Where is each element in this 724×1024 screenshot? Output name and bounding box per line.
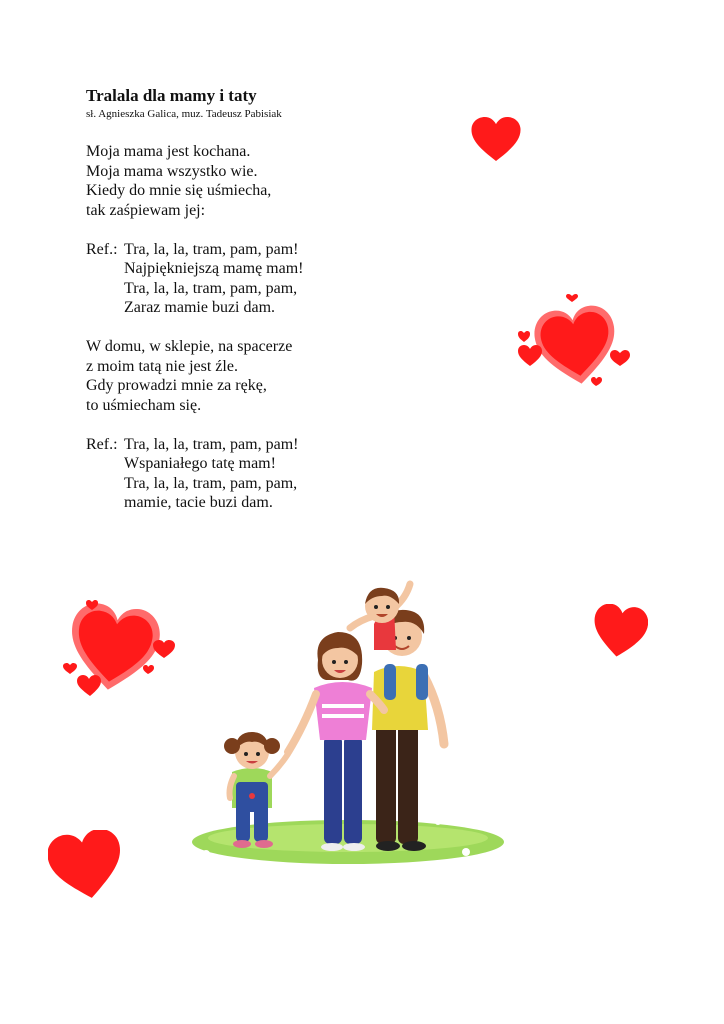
refrain-label: Ref.: — [86, 435, 118, 453]
verse-line: z moim tatą nie jest źle. — [86, 357, 238, 375]
song-credits: sł. Agnieszka Galica, muz. Tadeusz Pabisiak — [86, 108, 282, 120]
lyrics — [86, 142, 303, 513]
refrain-1 — [86, 240, 303, 318]
verse-line: Gdy prowadzi mnie za rękę, — [86, 377, 267, 394]
refrain-line: Wspaniałego tatę mam! — [124, 455, 276, 472]
heart-cluster-icon — [62, 596, 178, 700]
refrain-line: Zaraz mamie buzi dam. — [124, 299, 276, 316]
verse-line: Moja mama wszystko wie. — [86, 162, 258, 180]
refrain-line: mamie, tacie buzi dam. — [124, 494, 273, 511]
family-illustration — [188, 576, 508, 866]
verse-2 — [86, 337, 303, 415]
refrain-line: Tra, la, la, tram, pam, pam, — [124, 279, 298, 297]
refrain-line: Tra, la, la, tram, pam, pam, — [124, 474, 298, 492]
song-title: Tralala dla mamy i taty — [86, 86, 257, 105]
verse-line: Moja mama jest kochana. — [86, 143, 251, 160]
heart-icon — [48, 830, 124, 900]
verse-line: Kiedy do mnie się uśmiecha, — [86, 182, 272, 199]
refrain-line: Tra, la, la, tram, pam, pam! — [124, 240, 299, 258]
heart-cluster-icon — [516, 294, 636, 394]
verse-1 — [86, 142, 303, 220]
heart-icon — [470, 116, 522, 162]
heart-icon — [592, 604, 648, 658]
refrain-2 — [86, 435, 303, 513]
verse-line: to uśmiecham się. — [86, 396, 202, 414]
refrain-label: Ref.: — [86, 240, 118, 258]
refrain-line: Najpiękniejszą mamę mam! — [124, 260, 304, 277]
refrain-line: Tra, la, la, tram, pam, pam! — [124, 435, 299, 453]
verse-line: W domu, w sklepie, na spacerze — [86, 338, 293, 355]
verse-line: tak zaśpiewam jej: — [86, 201, 206, 219]
